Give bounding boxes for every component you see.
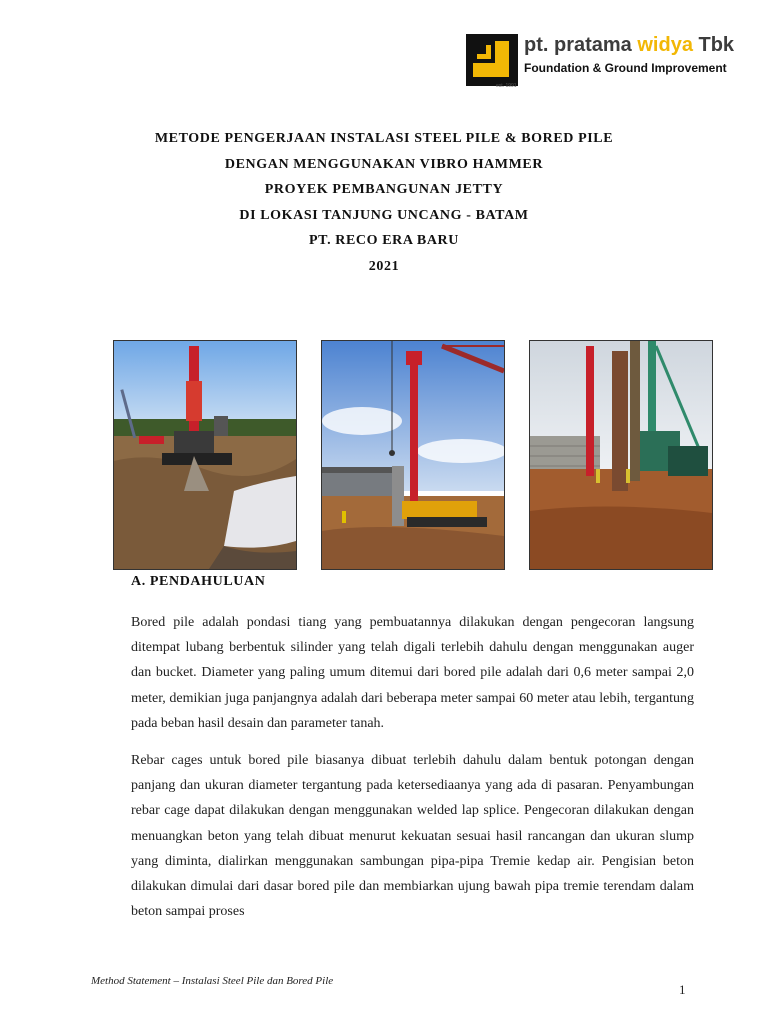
title-line: DI LOKASI TANJUNG UNCANG - BATAM bbox=[239, 207, 529, 223]
site-photo-2 bbox=[321, 340, 505, 570]
company-logo-mark-icon bbox=[466, 34, 518, 86]
company-name-prefix: pt. pratama bbox=[524, 34, 638, 56]
company-name-suffix: Tbk bbox=[692, 34, 735, 56]
company-name-highlight: widya bbox=[637, 34, 693, 56]
logo-established: est. 1991 bbox=[496, 83, 517, 89]
site-photo-rig-crane-icon bbox=[322, 341, 504, 569]
company-name bbox=[524, 32, 734, 58]
title-line: METODE PENGERJAAN INSTALASI STEEL PILE & BORED PILE bbox=[154, 131, 614, 146]
site-photo-1 bbox=[113, 340, 297, 570]
site-photo-3 bbox=[529, 340, 713, 570]
company-logo bbox=[466, 32, 746, 92]
title-line: 2021 bbox=[368, 258, 400, 274]
document-title bbox=[0, 126, 768, 279]
site-photo-steel-pile-icon bbox=[530, 341, 712, 569]
title-line: PT. RECO ERA BARU bbox=[309, 233, 459, 248]
company-tagline: Foundation & Ground Improvement bbox=[524, 61, 727, 75]
title-line: DENGAN MENGGUNAKAN VIBRO HAMMER bbox=[224, 156, 544, 172]
page-number: 1 bbox=[679, 982, 686, 997]
section-heading: A. PENDAHULUAN bbox=[131, 574, 266, 589]
paragraph: Rebar cages untuk bored pile biasanya dibuat terlebih dahulu dalam bentuk potongan dengan panjang dan ukuran diameter tergantung pada ketersediaanya yang ada di pasaran. Penyambungan rebar cage dapat dilakukan dengan menggunakan welded lap splice. Pengecoran dilakukan dengan menuangkan beton yang telah dibuat menurut kekuatan sesuai hasil rancangan dan ukuran slump yang diminta, dialirkan menggunakan sambungan pipa-pipa Tremie kedap air. Pengisian beton dilakukan dimulai dari dasar bored pile dan membiarkan ujung bawah pipa tremie terendam dalam beton sampai proses bbox=[131, 753, 694, 920]
paragraph: Bored pile adalah pondasi tiang yang pembuatannya dilakukan dengan pengecoran langsung ditempat lubang berbentuk silinder yang telah digali terlebih dahulu dengan menggunakan auger dan bucket. Diameter yang paling umum ditemui dari bored pile adalah dari 0,6 meter sampai 2,0 meter, demikian juga panjangnya adalah dari beberapa meter sampai 60 meter atau lebih, tergantung pada beban hasil desain dan parameter tanah. bbox=[131, 615, 694, 731]
footer-note: Method Statement – Instalasi Steel Pile dan Bored Pile bbox=[91, 975, 334, 987]
title-line: PROYEK PEMBANGUNAN JETTY bbox=[264, 182, 504, 197]
site-photo-drilling-rig-icon bbox=[114, 341, 296, 569]
